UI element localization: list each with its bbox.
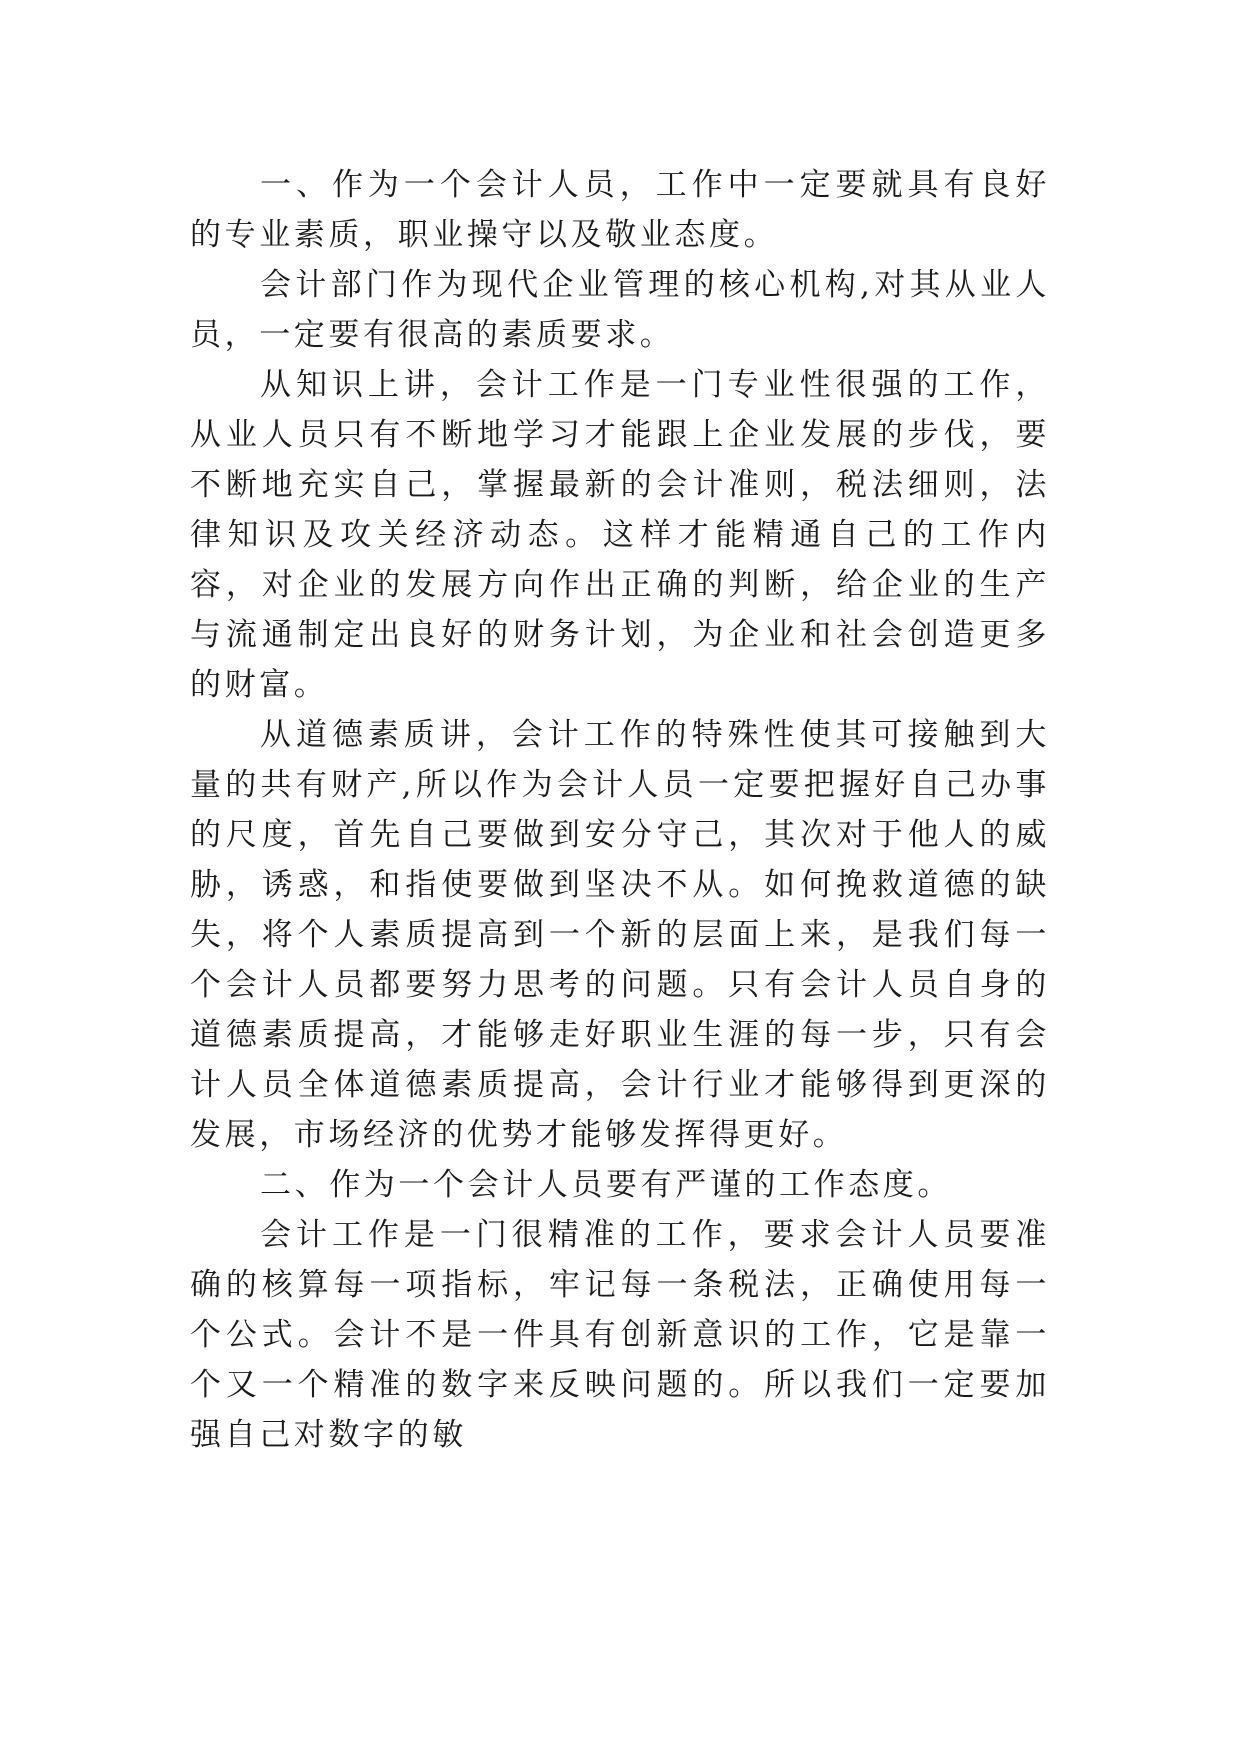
document-body [190,160,1050,1460]
paragraph-section-two-heading: 二、作为一个会计人员要有严谨的工作态度。 [260,1167,952,1203]
paragraph-knowledge: 从知识上讲，会计工作是一门专业性很强的工作，从业人员只有不断地学习才能跟上企业发展的步伐，要不断地充实自己，掌握最新的会计准则，税法细则，法律知识及攻关经济动态。这样才能精通自己的工作内容，对企业的发展方向作出正确的判断，给企业的生产与流通制定出良好的财务计划，为企业和社会创造更多的财富。 [190,367,1050,703]
paragraph-accounting-department: 会计部门作为现代企业管理的核心机构,对其从业人员，一定要有很高的素质要求。 [190,267,1050,353]
paragraph-section-one-heading: 一、作为一个会计人员，工作中一定要就具有良好的专业素质，职业操守以及敬业态度。 [190,167,1050,253]
paragraph-precision: 会计工作是一门很精准的工作，要求会计人员要准确的核算每一项指标，牢记每一条税法，正确使用每一个公式。会计不是一件具有创新意识的工作，它是靠一个又一个精准的数字来反映问题的。所以我们一定要加强自己对数字的敏 [190,1217,1050,1453]
paragraph-moral-quality: 从道德素质讲，会计工作的特殊性使其可接触到大量的共有财产,所以作为会计人员一定要把握好自己办事的尺度，首先自己要做到安分守己，其次对于他人的威胁，诱惑，和指使要做到坚决不从。如何挽救道德的缺失，将个人素质提高到一个新的层面上来，是我们每一个会计人员都要努力思考的问题。只有会计人员自身的道德素质提高，才能够走好职业生涯的每一步，只有会计人员全体道德素质提高，会计行业才能够得到更深的发展，市场经济的优势才能够发挥得更好。 [190,717,1050,1153]
